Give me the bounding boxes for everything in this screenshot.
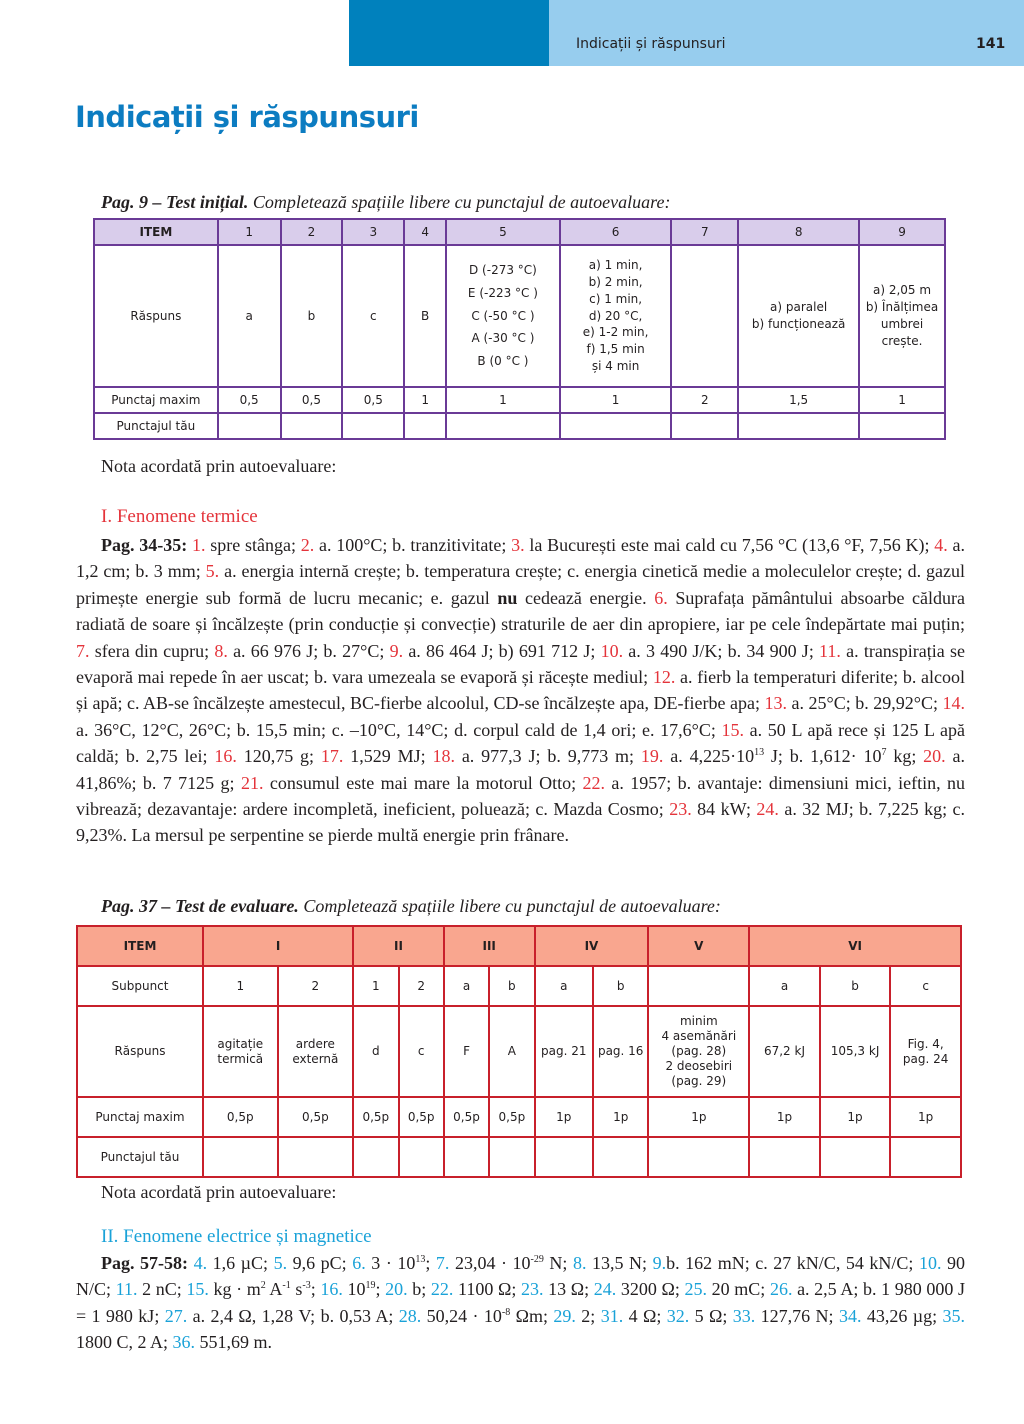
answer-entry	[573, 1253, 653, 1273]
subpoint-cell: 2	[399, 966, 444, 1006]
answer-entry	[390, 641, 601, 661]
answer-entry	[641, 746, 923, 766]
test1-item-row	[94, 219, 945, 245]
answer-entry	[517, 588, 654, 608]
your-score-cell[interactable]	[203, 1137, 278, 1177]
question-number: 29.	[553, 1305, 576, 1326]
question-number: 4.	[934, 535, 948, 555]
test1-answer-row	[94, 245, 945, 387]
answer-entry	[521, 1279, 594, 1299]
row-label-yours: Punctajul tău	[94, 413, 218, 439]
exponent: 13	[415, 1254, 426, 1265]
your-score-cell[interactable]	[593, 1137, 648, 1177]
item-cell: 2	[281, 219, 343, 245]
max-cell: 0,5	[281, 387, 343, 413]
question-number: 16.	[214, 746, 237, 767]
question-number: 32.	[666, 1305, 690, 1326]
running-title: Indicații și răspunsuri	[576, 36, 726, 52]
answer-text: 4 Ω;	[623, 1305, 667, 1326]
answer-text: ;	[375, 1279, 386, 1300]
row-label-sub: Subpunct	[77, 966, 203, 1006]
item-cell: 1	[218, 219, 281, 245]
your-score-cell[interactable]	[738, 413, 859, 439]
max-cell: 1	[446, 387, 560, 413]
question-number: 2.	[300, 535, 315, 555]
row-label-max: Punctaj maxim	[77, 1097, 203, 1137]
answer-entry	[320, 1279, 385, 1299]
answer-entry	[274, 1253, 353, 1273]
max-cell: 1,5	[738, 387, 859, 413]
test2-max-row	[77, 1097, 961, 1137]
your-score-cell[interactable]	[404, 413, 446, 439]
answer-cell: F	[444, 1006, 489, 1097]
answer-text: 3200 Ω;	[616, 1279, 685, 1300]
question-number: 25.	[684, 1279, 708, 1300]
question-number: 10.	[600, 640, 624, 661]
item-cell: V	[648, 926, 749, 966]
test1-your-row	[94, 413, 945, 439]
max-cell: 1p	[890, 1097, 961, 1137]
answer-entry	[511, 535, 934, 555]
exponent: 7	[881, 747, 887, 759]
question-number: 22.	[582, 772, 605, 793]
answer-entry	[241, 773, 583, 793]
answer-cell: agitație termică	[203, 1006, 278, 1097]
page-number: 141	[976, 36, 1006, 52]
your-score-cell[interactable]	[749, 1137, 820, 1177]
section1-title: I. Fenomene termice	[101, 506, 258, 527]
answer-entry	[76, 641, 214, 661]
page-reference: Pag. 57-58:	[101, 1253, 189, 1273]
item-cell: 9	[859, 219, 945, 245]
max-cell: 1p	[820, 1097, 891, 1137]
answer-text: a. fierb la temperaturi diferite; b. alcool și apă; c. AB-se încălzește amestecul, BC-fierbe alcoolul, CD-se încălzește apa, DE-fierbe apa;	[76, 667, 965, 714]
answer-text: ;	[425, 1253, 436, 1273]
test2-table	[76, 925, 962, 1178]
item-cell: II	[353, 926, 444, 966]
question-number: 20.	[385, 1279, 408, 1300]
question-number: 23.	[669, 799, 692, 820]
answer-cell: a) 1 min, b) 2 min, c) 1 min, d) 20 °C, e) 1-2 min, f) 1,5 min și 4 min	[560, 245, 672, 387]
answer-text: a. 41,86%; b. 7 7125 g;	[76, 746, 966, 793]
answer-entry	[594, 1279, 685, 1299]
answer-text: 1800 C, 2 A;	[76, 1332, 173, 1353]
your-score-cell[interactable]	[859, 413, 945, 439]
max-cell: 0,5p	[353, 1097, 398, 1137]
test2-nota-label: Nota acordată prin autoevaluare:	[101, 1182, 337, 1202]
max-cell: 0,5p	[278, 1097, 354, 1137]
page-title: Indicații și răspunsuri	[75, 100, 419, 134]
answer-text: 2 nC;	[137, 1279, 187, 1300]
answer-text: Suprafața pământului absoarbe căldura radiată de soare și încălzește (prin conducție și convecție) straturile de aer din apropiere, iar pe cele îndepărtate mai puțin;	[76, 587, 965, 635]
row-label-answer: Răspuns	[77, 1006, 203, 1097]
subpoint-cell: c	[890, 966, 961, 1006]
answer-text: J; b. 1,612· 10	[764, 746, 882, 767]
question-number: 22.	[430, 1279, 454, 1300]
test1-heading-rest: Completează spațiile libere cu punctajul de autoevaluare:	[248, 192, 671, 212]
max-cell: 0,5p	[399, 1097, 444, 1137]
answer-entry	[194, 1253, 274, 1273]
max-cell: 0,5	[342, 387, 404, 413]
question-number: 6.	[654, 587, 668, 608]
item-cell: VI	[749, 926, 961, 966]
answer-text: s	[290, 1279, 303, 1300]
subpoint-cell: a	[749, 966, 820, 1006]
question-number: 18.	[432, 746, 455, 767]
answer-cell: D (-273 °C) E (-223 °C ) C (-50 °C ) A (-30 °C ) B (0 °C )	[446, 245, 560, 387]
answer-entry	[432, 746, 640, 766]
answer-text: kg · m	[208, 1279, 261, 1300]
answer-entry	[553, 1306, 600, 1326]
your-score-cell[interactable]	[535, 1137, 593, 1177]
your-score-cell[interactable]	[648, 1137, 749, 1177]
answer-text: 43,26 µg;	[861, 1305, 943, 1326]
subpoint-cell: 1	[353, 966, 398, 1006]
answer-text: a. 66 976 J; b. 27°C;	[227, 640, 390, 661]
answer-text: a. 2,4 Ω, 1,28 V; b. 0,53 A;	[187, 1305, 399, 1326]
test1-table	[93, 218, 946, 440]
section2-title: II. Fenomene electrice și magnetice	[101, 1226, 372, 1247]
question-number: 6.	[352, 1253, 366, 1273]
answer-text: Ωm;	[510, 1305, 554, 1326]
answer-entry	[669, 799, 756, 819]
question-number: 20.	[923, 746, 946, 767]
answer-entry	[173, 1332, 273, 1352]
question-number: 7.	[76, 640, 90, 661]
answer-text: a. 2,5 A; b. 1 980 000 J = 1 980 kJ;	[76, 1279, 965, 1326]
your-score-cell[interactable]	[399, 1137, 444, 1177]
answer-text: 1100 Ω;	[453, 1279, 522, 1300]
question-number: 36.	[172, 1332, 196, 1353]
answer-entry	[116, 1279, 187, 1299]
question-number: 27.	[164, 1305, 188, 1326]
your-score-cell[interactable]	[278, 1137, 354, 1177]
answer-text: la București este mai cald cu 7,56 °C (13,6 °F, 7,56 K);	[524, 535, 935, 555]
answer-text: a. energia internă crește; b. temperatura crește; c. energia cinetică medie a moleculelor crește; d. gazul primește energie sub formă de lucru mecanic; e. gazul	[76, 561, 965, 608]
your-score-cell[interactable]	[890, 1137, 961, 1177]
answer-entry	[839, 1306, 943, 1326]
answer-text: a. 1,2 cm; b. 3 mm;	[76, 535, 965, 582]
test2-heading-rest: Completează spațiile libere cu punctajul de autoevaluare:	[298, 896, 721, 916]
item-cell: IV	[535, 926, 649, 966]
test1-heading	[101, 192, 670, 213]
answer-entry	[653, 1253, 919, 1273]
header-light-block	[549, 0, 1024, 66]
answer-entry	[399, 1306, 554, 1326]
answer-cell: pag. 16	[593, 1006, 648, 1097]
answer-cell: a) 2,05 m b) Înălțimea umbrei crește.	[859, 245, 945, 387]
answer-entry	[601, 1306, 667, 1326]
question-number: 10.	[918, 1253, 942, 1273]
answer-text: b. 162 mN; c. 27 kN/C, 54 kN/C;	[666, 1253, 919, 1273]
question-number: 31.	[600, 1305, 624, 1326]
answer-entry	[764, 693, 942, 713]
answer-text: 120,75 g;	[236, 746, 321, 767]
question-number: 14.	[942, 693, 965, 714]
subpoint-cell: 2	[278, 966, 354, 1006]
question-number: 28.	[398, 1305, 422, 1326]
answer-entry	[431, 1279, 521, 1299]
max-cell: 1p	[749, 1097, 820, 1137]
answer-text: a. 32 MJ; b. 7,225 kg; c. 9,23%. La mersul pe serpentine se pierde multă energie prin frânare.	[76, 799, 966, 846]
subpoint-cell: a	[444, 966, 489, 1006]
answer-text: a. 1957; b. avantaje: dimensiuni mici, ieftin, nu vibrează; dezavantaje: ardere incompletă, ineficient, poluează; c. Mazda Cosmo;	[76, 772, 965, 820]
answer-text: a. 3 490 J/K; b. 34 900 J;	[623, 640, 820, 661]
test2-answer-row	[77, 1006, 961, 1097]
question-number: 11.	[115, 1279, 138, 1300]
answer-cell: 105,3 kJ	[820, 1006, 891, 1097]
answer-text: 23,04 · 10	[449, 1253, 531, 1273]
item-cell: III	[444, 926, 535, 966]
answer-text: 13,5 N;	[586, 1253, 653, 1273]
test2-heading-bold: Pag. 37 – Test de evaluare.	[101, 896, 299, 916]
your-score-cell[interactable]	[489, 1137, 534, 1177]
item-cell: 8	[738, 219, 859, 245]
exponent: -1	[282, 1280, 291, 1292]
answer-text: 1,6 µC;	[207, 1253, 274, 1273]
exponent: -29	[530, 1254, 544, 1265]
answer-text: a. 36°C, 12°C, 26°C; b. 15,5 min; c. –10°C, 14°C; d. corpul cald de 1,4 ori; e. 17,6°C;	[76, 719, 722, 740]
exponent: 2	[260, 1280, 266, 1292]
exponent: -8	[501, 1306, 511, 1318]
page-reference: Pag. 34-35:	[101, 535, 188, 555]
question-number: 15.	[721, 719, 744, 740]
question-number: 5.	[273, 1253, 288, 1273]
answer-text: a. transpirația se evaporă mai repede în aer uscat; b. vara umezeala se evaporă și răcește mediul;	[76, 640, 965, 688]
question-number: 34.	[838, 1305, 862, 1326]
your-score-cell[interactable]	[671, 413, 738, 439]
section2-answers	[76, 1250, 965, 1356]
answer-cell: pag. 21	[535, 1006, 593, 1097]
answer-text: a. 977,3 J; b. 9,773 m;	[454, 746, 641, 767]
question-number: 16.	[320, 1279, 343, 1300]
answer-cell: d	[353, 1006, 398, 1097]
answer-cell: A	[489, 1006, 534, 1097]
max-cell: 1p	[648, 1097, 749, 1137]
answer-entry	[301, 535, 511, 555]
answer-cell: c	[342, 245, 404, 387]
question-number: 1.	[191, 535, 206, 555]
subpoint-cell: a	[535, 966, 593, 1006]
subpoint-cell: b	[489, 966, 534, 1006]
question-number: 35.	[942, 1305, 965, 1326]
answer-text: 13 Ω;	[543, 1279, 594, 1300]
answer-entry	[497, 588, 517, 608]
answer-cell: B	[404, 245, 446, 387]
exponent: 13	[754, 747, 765, 759]
max-cell: 1p	[593, 1097, 648, 1137]
question-number: 9.	[652, 1253, 667, 1273]
answer-entry	[214, 641, 389, 661]
answer-entry	[214, 746, 321, 766]
subpoint-cell	[648, 966, 749, 1006]
question-number: 21.	[240, 772, 264, 793]
test2-item-row	[77, 926, 961, 966]
row-label-item: ITEM	[94, 219, 218, 245]
answer-cell: a	[218, 245, 281, 387]
question-number: 24.	[593, 1279, 617, 1300]
question-number: 26.	[769, 1279, 793, 1300]
answer-text: 10	[342, 1279, 366, 1300]
question-number: 13.	[764, 693, 787, 714]
your-score-cell[interactable]	[820, 1137, 891, 1177]
answer-text: 127,76 N;	[755, 1305, 839, 1326]
question-number: 7.	[435, 1253, 450, 1273]
max-cell: 0,5	[218, 387, 281, 413]
max-cell: 1	[859, 387, 945, 413]
question-number: 15.	[186, 1279, 209, 1300]
your-score-cell[interactable]	[446, 413, 560, 439]
answer-text: b;	[407, 1279, 431, 1300]
answer-cell: b	[281, 245, 343, 387]
answer-text: ;	[310, 1279, 321, 1300]
answer-entry	[733, 1306, 839, 1326]
question-number: 8.	[572, 1253, 587, 1273]
item-cell: 3	[342, 219, 404, 245]
answer-entry	[385, 1279, 431, 1299]
max-cell: 1	[404, 387, 446, 413]
answer-text: nu	[497, 587, 518, 608]
your-score-cell[interactable]	[281, 413, 343, 439]
question-number: 4.	[193, 1253, 208, 1273]
answer-entry	[186, 1279, 320, 1299]
your-score-cell[interactable]	[353, 1137, 398, 1177]
max-cell: 0,5p	[203, 1097, 278, 1137]
test2-your-row	[77, 1137, 961, 1177]
answer-cell: Fig. 4, pag. 24	[890, 1006, 961, 1097]
answer-cell: c	[399, 1006, 444, 1097]
answer-text: a. 25°C; b. 29,92°C;	[786, 693, 943, 714]
row-label-max: Punctaj maxim	[94, 387, 218, 413]
answer-entry	[436, 1253, 573, 1273]
question-number: 3.	[511, 535, 525, 555]
answer-text: 9,6 pC;	[287, 1253, 353, 1273]
your-score-cell[interactable]	[218, 413, 281, 439]
answer-cell	[671, 245, 738, 387]
answer-text: N;	[543, 1253, 573, 1273]
test2-heading	[101, 896, 721, 917]
row-label-yours: Punctajul tău	[77, 1137, 203, 1177]
answer-entry	[165, 1306, 399, 1326]
max-cell: 0,5p	[489, 1097, 534, 1137]
answer-text: 551,69 m.	[195, 1332, 273, 1353]
answer-text: sfera din cupru;	[89, 640, 215, 661]
answer-text: 1,529 MJ;	[343, 746, 433, 767]
answer-text: 84 kW;	[691, 799, 757, 820]
question-number: 12.	[652, 667, 676, 688]
item-cell: 4	[404, 219, 446, 245]
answer-text: a. 4,225·10	[663, 746, 755, 767]
answer-entry	[352, 1253, 436, 1273]
answer-text: a. 86 464 J; b) 691 712 J;	[403, 640, 601, 661]
answer-cell: a) paralel b) funcționează	[738, 245, 859, 387]
item-cell: I	[203, 926, 353, 966]
item-cell: 6	[560, 219, 672, 245]
row-label-item: ITEM	[77, 926, 203, 966]
answer-text: spre stânga;	[205, 535, 301, 555]
your-score-cell[interactable]	[560, 413, 672, 439]
answer-entry	[601, 641, 819, 661]
answer-text: consumul este mai mare la motorul Otto;	[263, 772, 583, 793]
question-number: 9.	[389, 640, 404, 661]
question-number: 8.	[214, 640, 228, 661]
answer-text: 3 · 10	[365, 1253, 416, 1273]
question-number: 5.	[205, 561, 220, 582]
max-cell: 0,5p	[444, 1097, 489, 1137]
max-cell: 1	[560, 387, 672, 413]
header-dark-block	[349, 0, 549, 66]
answer-entry	[321, 746, 433, 766]
item-cell: 7	[671, 219, 738, 245]
answer-entry	[192, 535, 301, 555]
exponent: 19	[365, 1280, 376, 1292]
answer-cell: ardere externă	[278, 1006, 354, 1097]
test2-subpoint-row	[77, 966, 961, 1006]
answer-text: a. 50 L apă rece și 125 L apă caldă; b. 2,75 lei;	[76, 719, 965, 767]
subpoint-cell: b	[593, 966, 648, 1006]
test1-heading-bold: Pag. 9 – Test inițial.	[101, 192, 249, 212]
answer-cell: 67,2 kJ	[749, 1006, 820, 1097]
answer-text: 5 Ω;	[689, 1305, 733, 1326]
answer-text: 90 N/C;	[76, 1253, 965, 1300]
question-number: 17.	[320, 746, 344, 767]
max-cell: 1p	[535, 1097, 593, 1137]
your-score-cell[interactable]	[342, 413, 404, 439]
exponent: -3	[302, 1280, 311, 1292]
question-number: 24.	[756, 799, 779, 820]
answer-text: A	[265, 1279, 283, 1300]
answer-text: 2;	[575, 1305, 601, 1326]
row-label-answer: Răspuns	[94, 245, 218, 387]
answer-text: cedează energie.	[517, 587, 655, 608]
your-score-cell[interactable]	[444, 1137, 489, 1177]
test1-nota-label: Nota acordată prin autoevaluare:	[101, 456, 337, 476]
question-number: 19.	[640, 746, 664, 767]
section1-answers	[76, 532, 965, 849]
question-number: 11.	[819, 640, 841, 661]
item-cell: 5	[446, 219, 560, 245]
answer-text: 20 mC;	[707, 1279, 770, 1300]
subpoint-cell: b	[820, 966, 891, 1006]
answer-text: a. 100°C; b. tranzitivitate;	[314, 535, 512, 555]
answer-cell: minim 4 asemănări (pag. 28) 2 deosebiri (pag. 29)	[648, 1006, 749, 1097]
answer-text: 50,24 · 10	[421, 1305, 502, 1326]
question-number: 33.	[732, 1305, 756, 1326]
test1-max-row	[94, 387, 945, 413]
subpoint-cell: 1	[203, 966, 278, 1006]
answer-entry	[685, 1279, 770, 1299]
answer-entry	[667, 1306, 733, 1326]
max-cell: 2	[671, 387, 738, 413]
answer-text: kg;	[886, 746, 924, 767]
question-number: 23.	[521, 1279, 544, 1300]
